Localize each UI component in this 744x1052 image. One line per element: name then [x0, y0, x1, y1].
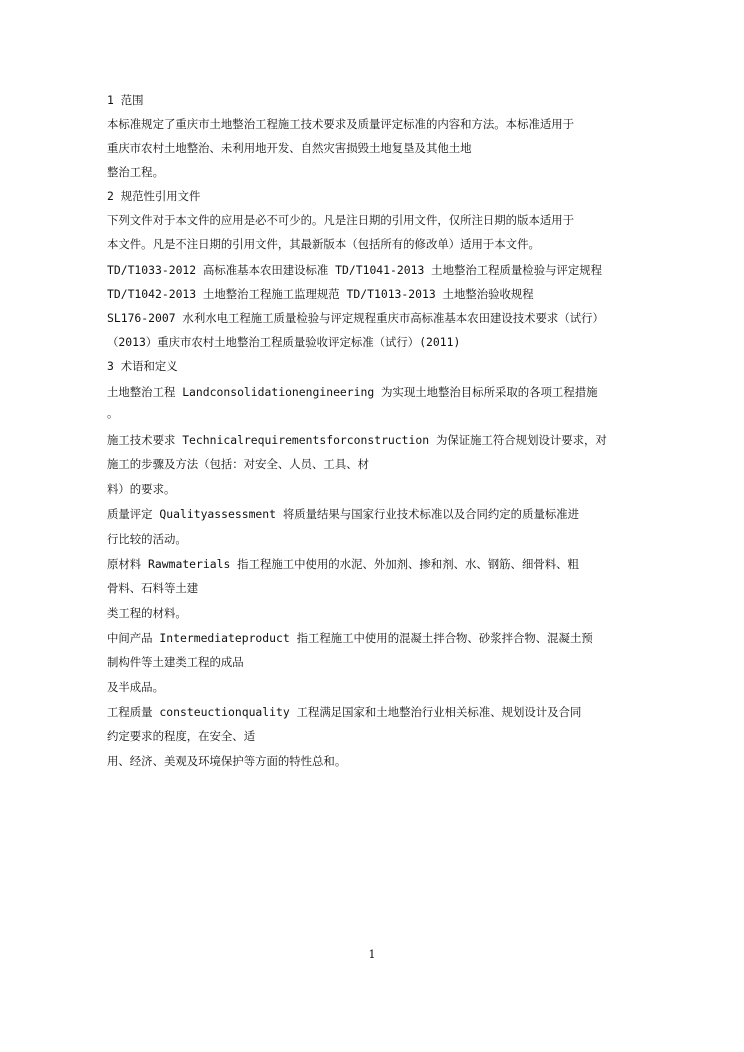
term-definition-line: 施工技术要求 Technicalrequirementsforconstruction 为保证施工符合规划设计要求，对	[107, 433, 607, 447]
term-definition-line: 中间产品 Intermediateproduct 指工程施工中使用的混凝土拌合物、砂浆拌合物、混凝土预	[107, 631, 593, 645]
paragraph-line: 整治工程。	[107, 165, 164, 179]
section-heading-scope: 1 范围	[107, 93, 144, 107]
term-definition-line: 骨料、石料等土建	[107, 581, 199, 595]
term-definition-line: 料）的要求。	[107, 482, 176, 496]
page-number: 1	[368, 948, 376, 961]
term-definition-line: 及半成品。	[107, 680, 164, 694]
reference-line: TD/T1042-2013 土地整治工程施工监理规范 TD/T1013-2013 土地整治验收规程	[107, 287, 534, 301]
term-definition-line: 类工程的材料。	[107, 606, 187, 620]
paragraph-line: 下列文件对于本文件的应用是必不可少的。凡是注日期的引用文件，仅所注日期的版本适用于	[107, 213, 575, 227]
section-heading-references: 2 规范性引用文件	[107, 189, 201, 203]
reference-line: （2013）重庆市农村土地整治工程质量验收评定标准（试行）(2011)	[107, 335, 461, 349]
term-definition-line: 约定要求的程度，在安全、适	[107, 729, 256, 743]
term-definition-line: 土地整治工程 Landconsolidationengineering 为实现土地整治目标所采取的各项工程措施	[107, 385, 598, 399]
reference-line: TD/T1033-2012 高标准基本农田建设标准 TD/T1041-2013 土地整治工程质量检验与评定规程	[107, 263, 603, 277]
paragraph-line: 本标准规定了重庆市土地整治工程施工技术要求及质量评定标准的内容和方法。本标准适用于	[107, 117, 575, 131]
section-heading-terms: 3 术语和定义	[107, 359, 178, 373]
paragraph-line: 重庆市农村土地整治、未利用地开发、自然灾害损毁土地复垦及其他土地	[107, 141, 472, 155]
term-definition-line: 。	[107, 406, 119, 420]
term-definition-line: 施工的步骤及方法（包括：对安全、人员、工具、材	[107, 457, 369, 471]
term-definition-line: 工程质量 consteuctionquality 工程满足国家和土地整治行业相关标准、规划设计及合同	[107, 705, 582, 719]
paragraph-line: 本文件。凡是不注日期的引用文件，其最新版本（包括所有的修改单）适用于本文件。	[107, 237, 540, 251]
term-definition-line: 行比较的活动。	[107, 532, 187, 546]
term-definition-line: 用、经济、美观及环境保护等方面的特性总和。	[107, 754, 347, 768]
term-definition-line: 质量评定 Qualityassessment 将质量结果与国家行业技术标准以及合同约定的质量标准进	[107, 507, 580, 521]
term-definition-line: 原材料 Rawmaterials 指工程施工中使用的水泥、外加剂、掺和剂、水、钢筋、细骨料、粗	[107, 557, 579, 571]
reference-line: SL176-2007 水利水电工程施工质量检验与评定规程重庆市高标准基本农田建设技术要求（试行）	[107, 311, 604, 325]
term-definition-line: 制构件等土建类工程的成品	[107, 655, 244, 669]
